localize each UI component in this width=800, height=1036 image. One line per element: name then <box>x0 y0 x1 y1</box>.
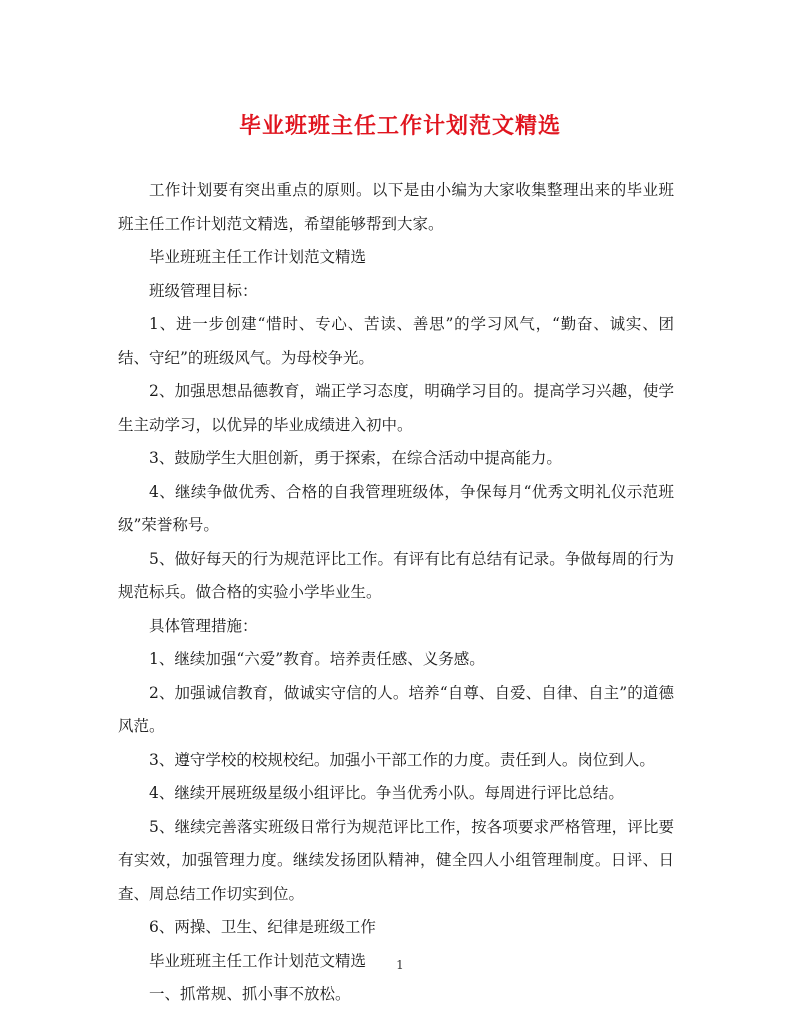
paragraph-subtitle: 毕业班班主任工作计划范文精选 <box>149 248 367 266</box>
paragraph-subtitle-2: 毕业班班主任工作计划范文精选 <box>149 951 367 970</box>
paragraph-section-1: 一、抓常规、抓小事不放松。 <box>149 985 351 1003</box>
paragraph-measure-3: 3、遵守学校的校规校纪。加强小干部工作的力度。责任到人。岗位到人。 <box>149 750 655 769</box>
paragraph-measures-heading: 具体管理措施： <box>149 616 258 635</box>
paragraph-goal-4: 4、继续争做优秀、合格的自我管理班级体，争保每月“优秀文明礼仪示范班级”荣誉称号。 <box>118 482 674 534</box>
document-title: 毕业班班主任工作计划范文精选 <box>238 114 561 139</box>
paragraph-goal-1: 1、进一步创建“惜时、专心、苦读、善思”的学习风气，“勤奋、诚实、团结、守纪”的班级风气。为母校争光。 <box>118 315 674 367</box>
paragraph-goal-3: 3、鼓励学生大胆创新，勇于探索，在综合活动中提高能力。 <box>149 449 562 467</box>
paragraph-measure-4: 4、继续开展班级星级小组评比。争当优秀小队。每周进行评比总结。 <box>149 784 624 802</box>
paragraph-measure-5: 5、继续完善落实班级日常行为规范评比工作，按各项要求严格管理，评比要有实效，加强管理力度。继续发扬团队精神，健全四人小组管理制度。日评、日查、周总结工作切实到位。 <box>118 817 674 903</box>
document-body <box>118 174 674 1012</box>
paragraph-measure-6: 6、两操、卫生、纪律是班级工作 <box>149 918 376 936</box>
paragraph-goals-heading: 班级管理目标： <box>149 281 258 300</box>
page-number: 1 <box>396 958 404 972</box>
paragraph-goal-2: 2、加强思想品德教育，端正学习态度，明确学习目的。提高学习兴趣，使学生主动学习，以优异的毕业成绩进入初中。 <box>118 382 674 434</box>
paragraph-goal-5: 5、做好每天的行为规范评比工作。有评有比有总结有记录。争做每周的行为规范标兵。做合格的实验小学毕业生。 <box>118 549 674 601</box>
paragraph-measure-1: 1、继续加强“六爱”教育。培养责任感、义务感。 <box>149 650 485 668</box>
paragraph-intro: 工作计划要有突出重点的原则。以下是由小编为大家收集整理出来的毕业班班主任工作计划范文精选，希望能够帮到大家。 <box>118 181 674 233</box>
paragraph-measure-2: 2、加强诚信教育，做诚实守信的人。培养“自尊、自爱、自律、自主”的道德风范。 <box>118 683 674 735</box>
